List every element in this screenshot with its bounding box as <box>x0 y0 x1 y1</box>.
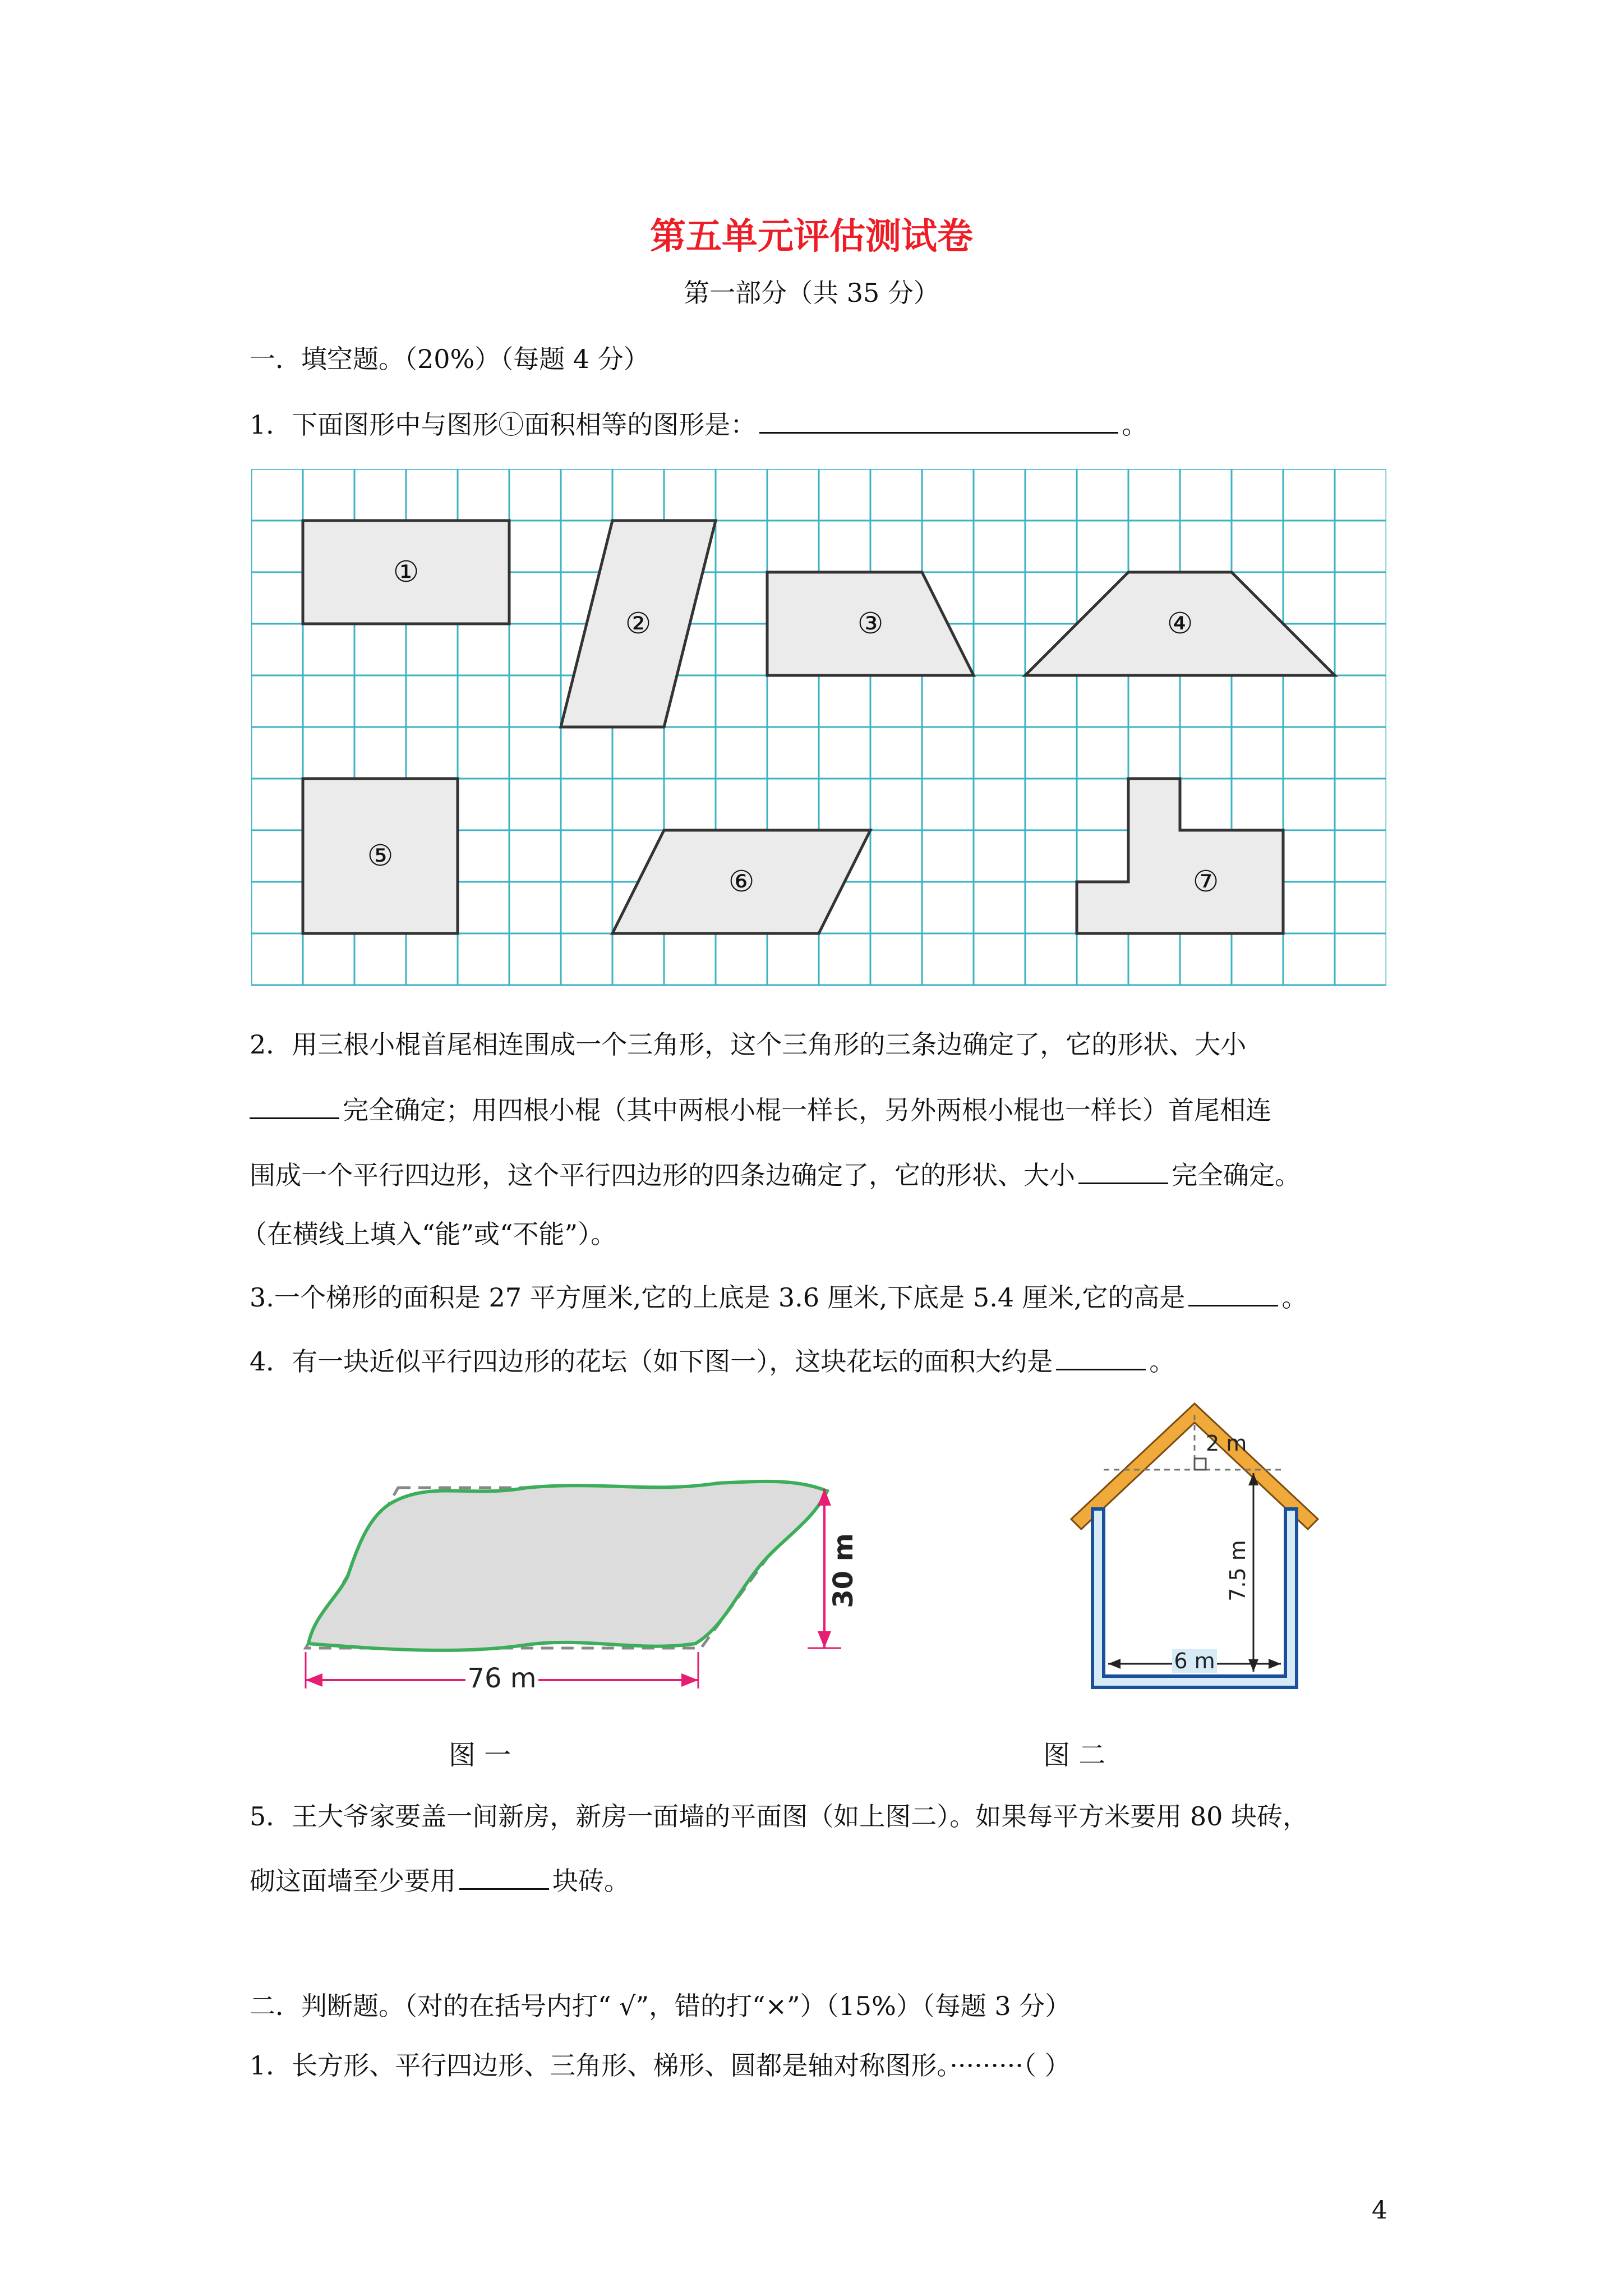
question-4-text: 4．有一块近似平行四边形的花坛（如下图一），这块花坛的面积大约是 <box>250 1346 1053 1377</box>
shape-7-label: ⑦ <box>1192 865 1219 899</box>
question-5-line-2-text: 砌这面墙至少要用 <box>250 1866 456 1896</box>
page-number: 4 <box>1372 2196 1387 2225</box>
answer-blank[interactable] <box>759 407 1118 434</box>
answer-blank[interactable] <box>1188 1280 1278 1306</box>
shape-4-label: ④ <box>1166 607 1193 641</box>
answer-blank[interactable] <box>1056 1344 1146 1370</box>
question-2-line-3 <box>250 1158 1394 1192</box>
question-1 <box>250 407 1394 441</box>
question-3-text: 3.一个梯形的面积是 27 平方厘米,它的上底是 3.6 厘米,下底是 5.4 厘米,它的高是 <box>250 1282 1186 1313</box>
question-4-end: 。 <box>1149 1346 1175 1377</box>
figure-1-flowerbed <box>292 1458 875 1694</box>
question-2-line-4: （在横线上填入“能”或“不能”）。 <box>241 1219 617 1249</box>
answer-blank[interactable] <box>459 1864 549 1890</box>
shape-7-l-shape <box>1077 779 1283 933</box>
shape-5-label: ⑤ <box>367 839 394 873</box>
question-3 <box>250 1280 1394 1314</box>
question-1-end: 。 <box>1122 409 1148 440</box>
section-2-heading: 二．判断题。（对的在括号内打“ √”，错的打“×”）（15%）（每题 3 分） <box>250 1991 1071 2021</box>
section-1-heading: 一．填空题。（20%）（每题 4 分） <box>250 344 649 374</box>
shape-grid-figure <box>251 469 1386 991</box>
shape-1-label: ① <box>393 555 419 589</box>
question-3-end: 。 <box>1281 1282 1308 1313</box>
answer-blank[interactable] <box>250 1093 339 1119</box>
shape-6-label: ⑥ <box>728 865 755 899</box>
figure-1-caption: 图 一 <box>449 1740 511 1771</box>
question-5-line-2 <box>250 1864 1394 1898</box>
figure-2-height-label: 7.5 m <box>1225 1540 1250 1602</box>
page-title: 第五单元评估测试卷 <box>650 215 973 257</box>
flowerbed-shape <box>308 1481 827 1650</box>
question-2-line-1: 2．用三根小棍首尾相连围成一个三角形，这个三角形的三条边确定了，它的形状、大小 <box>250 1029 1247 1060</box>
page-subtitle: 第一部分（共 35 分） <box>684 278 939 308</box>
figure-2-house-wall <box>1066 1397 1324 1700</box>
figure-2-roof-label: 2 m <box>1206 1431 1247 1456</box>
question-5-line-1: 5．王大爷家要盖一间新房，新房一面墙的平面图（如上图二）。如果每平方米要用 80 块砖， <box>250 1801 1309 1832</box>
section-2-question-1[interactable]: 1．长方形、平行四边形、三角形、梯形、圆都是轴对称图形。·········（ ） <box>250 2050 1071 2081</box>
question-2-line-2-text: 完全确定；用四根小棍（其中两根小棍一样长，另外两根小棍也一样长）首尾相连 <box>343 1095 1271 1125</box>
question-4 <box>250 1344 1394 1378</box>
figure-2-width-label: 6 m <box>1174 1649 1215 1673</box>
figure-1-width-label: 76 m <box>467 1663 537 1694</box>
question-2-line-3-end: 完全确定。 <box>1172 1160 1301 1190</box>
question-2-line-3-text: 围成一个平行四边形，这个平行四边形的四条边确定了，它的形状、大小 <box>250 1160 1075 1190</box>
shape-3-label: ③ <box>857 607 884 641</box>
answer-blank[interactable] <box>1078 1158 1168 1184</box>
figure-1-height-label: 30 m <box>828 1533 859 1608</box>
figure-2-caption: 图 二 <box>1043 1740 1106 1771</box>
question-1-text: 1．下面图形中与图形①面积相等的图形是： <box>250 409 757 440</box>
question-2-line-2 <box>250 1093 1394 1127</box>
shape-2-label: ② <box>625 607 652 641</box>
question-5-line-2-end: 块砖。 <box>552 1866 630 1896</box>
